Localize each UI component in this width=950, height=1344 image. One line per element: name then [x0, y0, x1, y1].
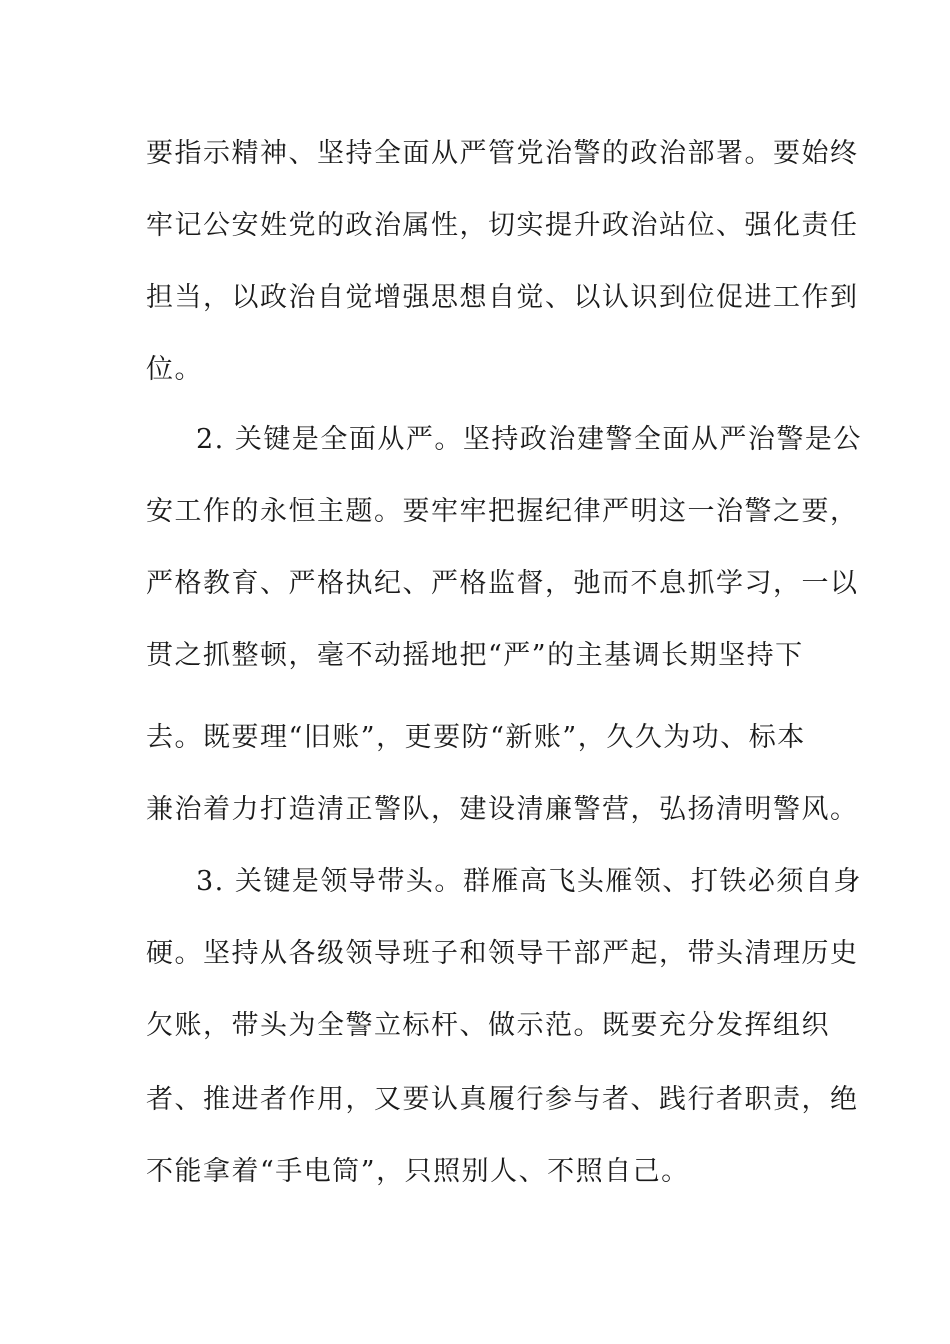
text-line: 者、推进者作用，又要认真履行参与者、践行者职责，绝 — [146, 1084, 859, 1115]
text-line: 牢记公安姓党的政治属性，切实提升政治站位、强化责任 — [146, 210, 859, 241]
text-line: 3. 关键是领导带头。群雁高飞头雁领、打铁必须自身 — [196, 866, 862, 897]
text-line: 要指示精神、坚持全面从严管党治警的政治部署。要始终 — [146, 138, 859, 169]
text-line: 担当，以政治自觉增强思想自觉、以认识到位促进工作到 — [146, 282, 859, 313]
text-line: 安工作的永恒主题。要牢牢把握纪律严明这一治警之要， — [146, 496, 859, 527]
text-line: 位。 — [146, 354, 203, 385]
text-line: 2. 关键是全面从严。坚持政治建警全面从严治警是公 — [196, 424, 862, 455]
text-line: 不能拿着“手电筒”，只照别人、不照自己。 — [146, 1156, 690, 1187]
text-line: 兼治着力打造清正警队，建设清廉警营，弘扬清明警风。 — [146, 794, 859, 825]
text-line: 去。既要理“旧账”，更要防“新账”，久久为功、标本 — [146, 722, 806, 753]
text-line: 硬。坚持从各级领导班子和领导干部严起，带头清理历史 — [146, 938, 859, 969]
text-line: 贯之抓整顿，毫不动摇地把“严”的主基调长期坚持下 — [146, 640, 804, 671]
text-line: 欠账，带头为全警立标杆、做示范。既要充分发挥组织 — [146, 1010, 830, 1041]
text-line: 严格教育、严格执纪、严格监督，弛而不息抓学习，一以 — [146, 568, 859, 599]
